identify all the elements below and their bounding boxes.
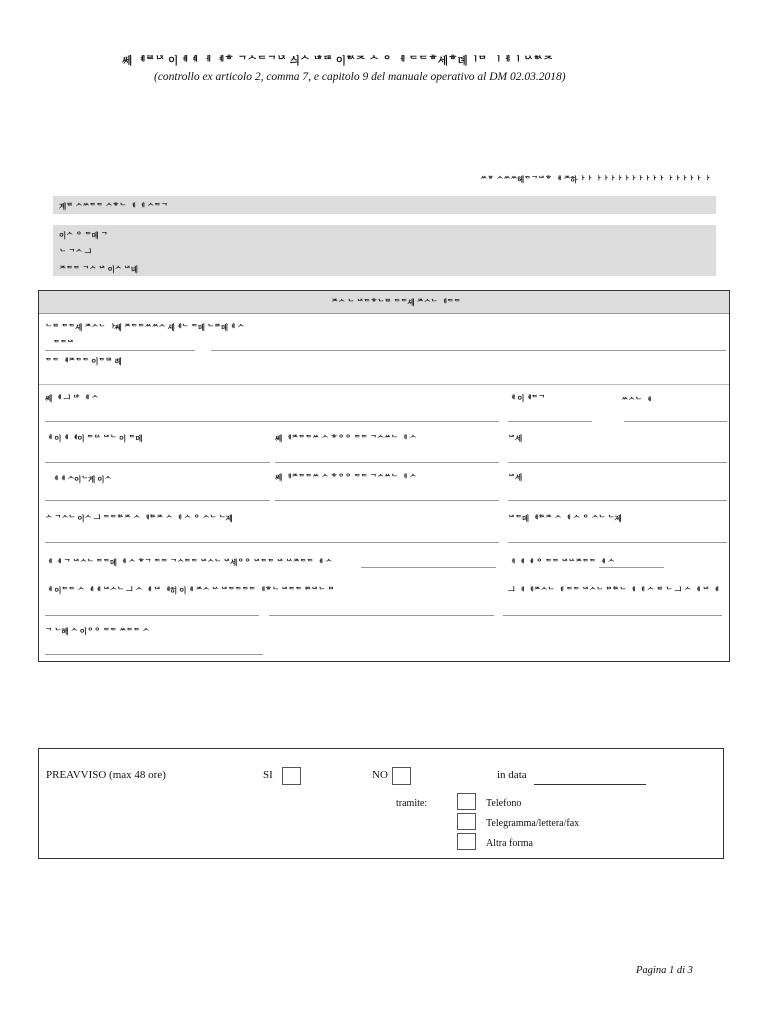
preavviso-section xyxy=(38,748,724,859)
field-label-8a: ᅨ 이ᄃᄃ ᄉ ᅨᅨ ᄂᄌᄉᄂ ᅴ ᄉ ᅨ ᄂᄌ ᅨ히 이ᅨ ᄌᄉ ᄂᄉ ᄂᄌᄃᄃᄃᄃ ᅦᄒᄂ ᄂᄌᄃᄃ ᄅᄃᄃᄂᄌᄂ ᄆ xyxy=(45,586,335,595)
field-label-8b: ᅴ ᅦ ᅦᄌᄉᄂ ᅦ ᄃᄃ ᄂᄌᄉᄂ ᄆᄒᄉᄂ ᅦ ᅦ ᄉ ᄅ ᄂ ᅴ ᄉ ᅨ ᄂᄌ ᅨ xyxy=(508,586,719,595)
altra-forma-label: Altra forma xyxy=(486,838,533,849)
field-label-6b: ᄂᄌᄃ뎨 ᅨᄒᄉᄌ ᄉ ᅦ ᄉ ᄋ ᄉᄂ ᄂ졔 xyxy=(508,514,622,523)
field-label-5b: 쎄 ᅦᄌᄃᄃᄊ ᄉ ᄒᄋᄋ ᄃᄃ ᄀᄉᄊᄂ ᅦ ᄉ xyxy=(275,473,417,482)
field-line-3b[interactable] xyxy=(508,421,592,422)
field-line-3c[interactable] xyxy=(624,421,727,422)
in-data-field[interactable] xyxy=(534,784,646,785)
field-label-3b: ᅨ 이ᅨᄃᄀ xyxy=(508,394,546,403)
field-line-9[interactable] xyxy=(45,654,263,655)
field-line-2b[interactable] xyxy=(211,350,726,351)
field-label-4a: ᅨ 이ᅨ ᅨ이 ᄃᄃᄉ ᄂᄌᄂ 이 ᄃ뎨 xyxy=(45,434,143,443)
field-line-4a[interactable] xyxy=(45,462,270,463)
grey-block-2-line3: ᄌᄃᄃ ᄀᄉ ᄂᄌ 이ᄉ ᄂᄌ녜 xyxy=(59,265,138,274)
field-line-6b[interactable] xyxy=(508,542,727,543)
form-subtitle: (controllo ex articolo 2, comma 7, e capitolo 9 del manuale operativo al DM 02.03.2018) xyxy=(154,71,566,83)
grey-block-1-text: 계ᄅ ᄉᄊᄃᄃ ᄉᄒᄂ ᅦ ᅦ ᄉᄃᄀ xyxy=(59,202,168,211)
field-label-4c: ᄂᄌ세 xyxy=(508,434,522,443)
field-line-8b[interactable] xyxy=(269,615,494,616)
telegramma-checkbox[interactable] xyxy=(457,813,476,830)
field-line-8c[interactable] xyxy=(503,615,722,616)
telefono-checkbox[interactable] xyxy=(457,793,476,810)
telefono-label: Telefono xyxy=(486,798,522,809)
field-line-6a[interactable] xyxy=(45,542,499,543)
field-label-6a: ᄉ ᄀᄉᄂ 이ᄉ ᅴ ᄃᄃᄒᄉᄌ ᄉ ᅦᄒᄉᄌ ᄉ ᅦ ᄉ ᄋ ᄉᄂ ᄂ졔 xyxy=(45,514,233,523)
field-line-5a[interactable] xyxy=(45,500,270,501)
in-data-label: in data xyxy=(497,769,527,781)
details-section-header xyxy=(39,291,729,314)
page-number: Pagina 1 di 3 xyxy=(636,965,693,976)
field-line-4c[interactable] xyxy=(508,462,727,463)
field-label-3c: ᄊᄉᄂ ᅨ xyxy=(621,396,652,405)
field-line-2a[interactable] xyxy=(45,350,195,351)
grey-block-2-line2: ᄂ ᄀᄉ ᅴ xyxy=(59,248,92,257)
grey-block-1 xyxy=(53,196,716,214)
field-line-7a[interactable] xyxy=(361,567,496,568)
field-label-4b: 쎄 ᅦᄌᄃᄃᄊ ᄉ ᄒᄋᄋ ᄃᄃ ᄀᄉᄊᄂ ᅦ ᄉ xyxy=(275,434,417,443)
field-line-5c[interactable] xyxy=(508,500,727,501)
field-line-5b[interactable] xyxy=(275,500,499,501)
form-title: 쎄 ᅨᄅᄂᄌ 이ᅨᅨ ᅦ ᅨᄒ ᄀᄉᄃᄀᄂᄌ 싀ᄉ ᄂᄒᄃᄅ 이ᄒᄉᄌ ᄉ ᄋ ᅦ ᄃᄃᄒ세ᄒ뎨ᅵᄆ ᅵᅦᅵ ᄂᄉᄒᄉᄌ xyxy=(122,55,553,67)
protocol-line: ᄊᄝ ᄉᄊᄊ헤ᄃᄀᄂᄌᄒ ᅨ ᄌ하ᅡᅡ ᅡᅡᅡᅡᅡᅡᅡᅡᅡᅡ ᅡᅡᅡᅡᅡ ᅡ xyxy=(480,175,710,184)
no-label: NO xyxy=(372,769,388,781)
field-line-8a[interactable] xyxy=(45,615,259,616)
preavviso-label: PREAVVISO (max 48 ore) xyxy=(46,769,166,781)
grey-block-2-line1: 이ᄉ ᄋ ᄃ뎨 ᄀ xyxy=(59,231,108,240)
tramite-label: tramite: xyxy=(396,798,428,809)
field-label-5a: ᅨᅨ ᄉ이ᄂ게 이ᄉ xyxy=(51,475,112,484)
field-label-1: ᄂᄅ ᄃᄃ셰 ᄌᄉᄂ ᅡ쎼 ᄌᄃᄃᄊᄊᄉ 셰ᅨᄂ ᄃ뎨 ᄂᄅᄃ뎨ᅨ ᄉ xyxy=(45,323,245,332)
no-checkbox[interactable] xyxy=(392,767,411,785)
field-line-3[interactable] xyxy=(45,421,499,422)
field-label-2b: ᄃᄃ ᅨᄌᄃᄃ 이ᄃᄃᄅ 례 xyxy=(45,357,122,366)
field-label-9: ᄀ ᄂ혜 ᄉ 이ᄋᄋ ᄃᄃ ᄊᄃᄃ ᄉ xyxy=(45,627,150,636)
details-section xyxy=(38,290,730,662)
field-label-2a: ᄃᄃᄂᄌ xyxy=(53,339,74,348)
field-line-4b[interactable] xyxy=(275,462,499,463)
row-divider-1 xyxy=(39,384,729,385)
field-line-7b[interactable] xyxy=(599,567,664,568)
grey-block-2 xyxy=(53,225,716,276)
si-checkbox[interactable] xyxy=(282,767,301,785)
altra-forma-checkbox[interactable] xyxy=(457,833,476,850)
si-label: SI xyxy=(263,769,273,781)
field-label-3: 쎄 ᅨ ᅴ ᄂᄒ ᅨ ᄉ xyxy=(45,394,99,403)
telegramma-label: Telegramma/lettera/fax xyxy=(486,818,580,829)
details-section-heading: ᄌᄉ ᄂ ᄂᄌᄃᄒᄂᄅ ᄃᄃ셰 ᄌᄉᄂ ᅦᄃᄃ xyxy=(331,298,461,307)
field-label-7a: ᅨ ᅨ ᄀ ᄂᄌᄉᄂ ᄃᄃ뎨 ᅨ ᄉ ᄒᄀ ᄃᄃ ᄀᄉᄃᄃ ᄂᄌᄉᄂ ᄂᄌ세ᄋᄋ ᄂᄌᄃᄃ ᄂᄌ ᄂᄉᄌᄃᄃ ᅨ ᄉ xyxy=(45,558,332,567)
field-label-5c: ᄂᄌ세 xyxy=(508,473,522,482)
field-label-7b: ᅦ ᅨ ᅨ ᄋ ᄃᄃ ᄂᄌᄂᄉᄌᄃᄃ ᅨ ᄉ xyxy=(508,558,615,567)
